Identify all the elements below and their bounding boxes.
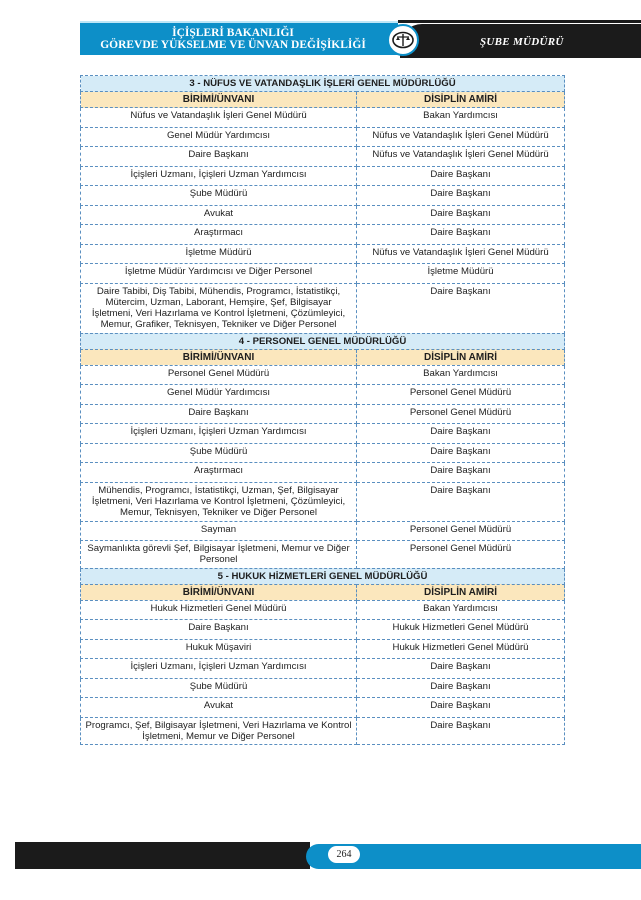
superior-cell: Daire Başkanı <box>357 463 565 483</box>
table-row <box>81 385 565 405</box>
superior-cell: Daire Başkanı <box>357 698 565 718</box>
unit-cell: Programcı, Şef, Bilgisayar İşletmeni, Veri Hazırlama ve Kontrol İşletmeni, Memur ve Diğer Personel <box>81 717 357 745</box>
superior-cell: Nüfus ve Vatandaşlık İşleri Genel Müdürü <box>357 244 565 264</box>
table-row <box>81 186 565 206</box>
superior-cell: Bakan Yardımcısı <box>357 365 565 385</box>
table-row <box>81 463 565 483</box>
table-row <box>81 482 565 521</box>
unit-cell: İşletme Müdürü <box>81 244 357 264</box>
unit-cell: İçişleri Uzmanı, İçişleri Uzman Yardımcısı <box>81 166 357 186</box>
table-row <box>81 717 565 745</box>
unit-cell: Mühendis, Programcı, İstatistikçi, Uzman, Şef, Bilgisayar İşletmeni, Veri Hazırlama ve Kontrol İşletmeni, Çözümleyici, Memur, Teknisyen, Tekniker ve Diğer Personel <box>81 482 357 521</box>
unit-cell: Genel Müdür Yardımcısı <box>81 385 357 405</box>
table-row <box>81 283 565 333</box>
table-row <box>81 620 565 640</box>
superior-cell: Daire Başkanı <box>357 424 565 444</box>
unit-cell: Avukat <box>81 698 357 718</box>
superior-cell: Daire Başkanı <box>357 678 565 698</box>
superior-cell: İşletme Müdürü <box>357 264 565 284</box>
header-title-line1: İÇİŞLERİ BAKANLIĞI <box>172 27 294 39</box>
table-row <box>81 521 565 541</box>
unit-cell: Daire Tabibi, Diş Tabibi, Mühendis, Programcı, İstatistikçi, Mütercim, Uzman, Laborant, Hemşire, Şef, Bilgisayar İşletmeni, Veri Hazırlama ve Kontrol İşletmeni, Çözümleyici, Memur, Grafiker, Teknisyen, Tekniker ve Diğer Personel <box>81 283 357 333</box>
table-row <box>81 147 565 167</box>
table-row <box>81 639 565 659</box>
superior-cell: Daire Başkanı <box>357 283 565 333</box>
unit-cell: Hukuk Müşaviri <box>81 639 357 659</box>
section-title: 4 - PERSONEL GENEL MÜDÜRLÜĞÜ <box>81 333 565 349</box>
unit-cell: Şube Müdürü <box>81 186 357 206</box>
unit-cell: Daire Başkanı <box>81 620 357 640</box>
superior-cell: Personel Genel Müdürü <box>357 521 565 541</box>
table-row <box>81 443 565 463</box>
superior-cell: Personel Genel Müdürü <box>357 385 565 405</box>
unit-cell: Daire Başkanı <box>81 404 357 424</box>
table-row <box>81 244 565 264</box>
superior-cell: Daire Başkanı <box>357 166 565 186</box>
table-row <box>81 404 565 424</box>
unit-cell: Avukat <box>81 205 357 225</box>
page-header <box>0 0 641 62</box>
column-header-unit: BİRİMİ/ÜNVANI <box>81 584 357 600</box>
column-header-row <box>81 92 565 108</box>
table-row <box>81 600 565 620</box>
table-row <box>81 264 565 284</box>
column-header-superior: DİSİPLİN AMİRİ <box>357 92 565 108</box>
superior-cell: Nüfus ve Vatandaşlık İşleri Genel Müdürü <box>357 147 565 167</box>
superior-cell: Bakan Yardımcısı <box>357 108 565 128</box>
column-header-row <box>81 349 565 365</box>
superior-cell: Hukuk Hizmetleri Genel Müdürü <box>357 620 565 640</box>
unit-cell: Daire Başkanı <box>81 147 357 167</box>
table-row <box>81 127 565 147</box>
table-row <box>81 698 565 718</box>
section-title: 5 - HUKUK HİZMETLERİ GENEL MÜDÜRLÜĞÜ <box>81 568 565 584</box>
superior-cell: Personel Genel Müdürü <box>357 404 565 424</box>
table-row <box>81 659 565 679</box>
discipline-table <box>80 75 564 745</box>
unit-cell: Sayman <box>81 521 357 541</box>
unit-cell: İçişleri Uzmanı, İçişleri Uzman Yardımcısı <box>81 659 357 679</box>
table-row <box>81 678 565 698</box>
superior-cell: Daire Başkanı <box>357 186 565 206</box>
superior-cell: Daire Başkanı <box>357 225 565 245</box>
superior-cell: Daire Başkanı <box>357 482 565 521</box>
unit-cell: Personel Genel Müdürü <box>81 365 357 385</box>
superior-cell: Daire Başkanı <box>357 443 565 463</box>
superior-cell: Bakan Yardımcısı <box>357 600 565 620</box>
superior-cell: Daire Başkanı <box>357 717 565 745</box>
column-header-row <box>81 584 565 600</box>
unit-cell: Şube Müdürü <box>81 443 357 463</box>
footer-dark-band <box>15 842 310 869</box>
table-row <box>81 541 565 569</box>
unit-cell: Genel Müdür Yardımcısı <box>81 127 357 147</box>
superior-cell: Nüfus ve Vatandaşlık İşleri Genel Müdürü <box>357 127 565 147</box>
column-header-superior: DİSİPLİN AMİRİ <box>357 349 565 365</box>
unit-cell: Nüfus ve Vatandaşlık İşleri Genel Müdürü <box>81 108 357 128</box>
section-title-row <box>81 333 565 349</box>
column-header-superior: DİSİPLİN AMİRİ <box>357 584 565 600</box>
table-row <box>81 108 565 128</box>
unit-cell: Araştırmacı <box>81 463 357 483</box>
section-title: 3 - NÜFUS VE VATANDAŞLIK İŞLERİ GENEL MÜDÜRLÜĞÜ <box>81 76 565 92</box>
superior-cell: Daire Başkanı <box>357 659 565 679</box>
unit-cell: Şube Müdürü <box>81 678 357 698</box>
table-row <box>81 166 565 186</box>
unit-cell: İçişleri Uzmanı, İçişleri Uzman Yardımcısı <box>81 424 357 444</box>
unit-cell: Saymanlıkta görevli Şef, Bilgisayar İşletmeni, Memur ve Diğer Personel <box>81 541 357 569</box>
superior-cell: Daire Başkanı <box>357 205 565 225</box>
header-title <box>80 27 386 51</box>
header-section-label: ŞUBE MÜDÜRÜ <box>480 36 564 48</box>
header-title-line2: GÖREVDE YÜKSELME VE ÜNVAN DEĞİŞİKLİĞİ <box>100 39 366 51</box>
unit-cell: İşletme Müdür Yardımcısı ve Diğer Personel <box>81 264 357 284</box>
table-row <box>81 205 565 225</box>
discipline-table-grid <box>80 75 565 745</box>
superior-cell: Personel Genel Müdürü <box>357 541 565 569</box>
scales-of-justice-icon <box>387 24 419 56</box>
page-number: 264 <box>328 846 360 863</box>
header-highlight-line <box>80 21 398 23</box>
superior-cell: Hukuk Hizmetleri Genel Müdürü <box>357 639 565 659</box>
table-row <box>81 424 565 444</box>
table-row <box>81 365 565 385</box>
column-header-unit: BİRİMİ/ÜNVANI <box>81 349 357 365</box>
column-header-unit: BİRİMİ/ÜNVANI <box>81 92 357 108</box>
section-title-row <box>81 568 565 584</box>
unit-cell: Hukuk Hizmetleri Genel Müdürü <box>81 600 357 620</box>
unit-cell: Araştırmacı <box>81 225 357 245</box>
table-row <box>81 225 565 245</box>
header-top-rule <box>398 20 641 23</box>
section-title-row <box>81 76 565 92</box>
